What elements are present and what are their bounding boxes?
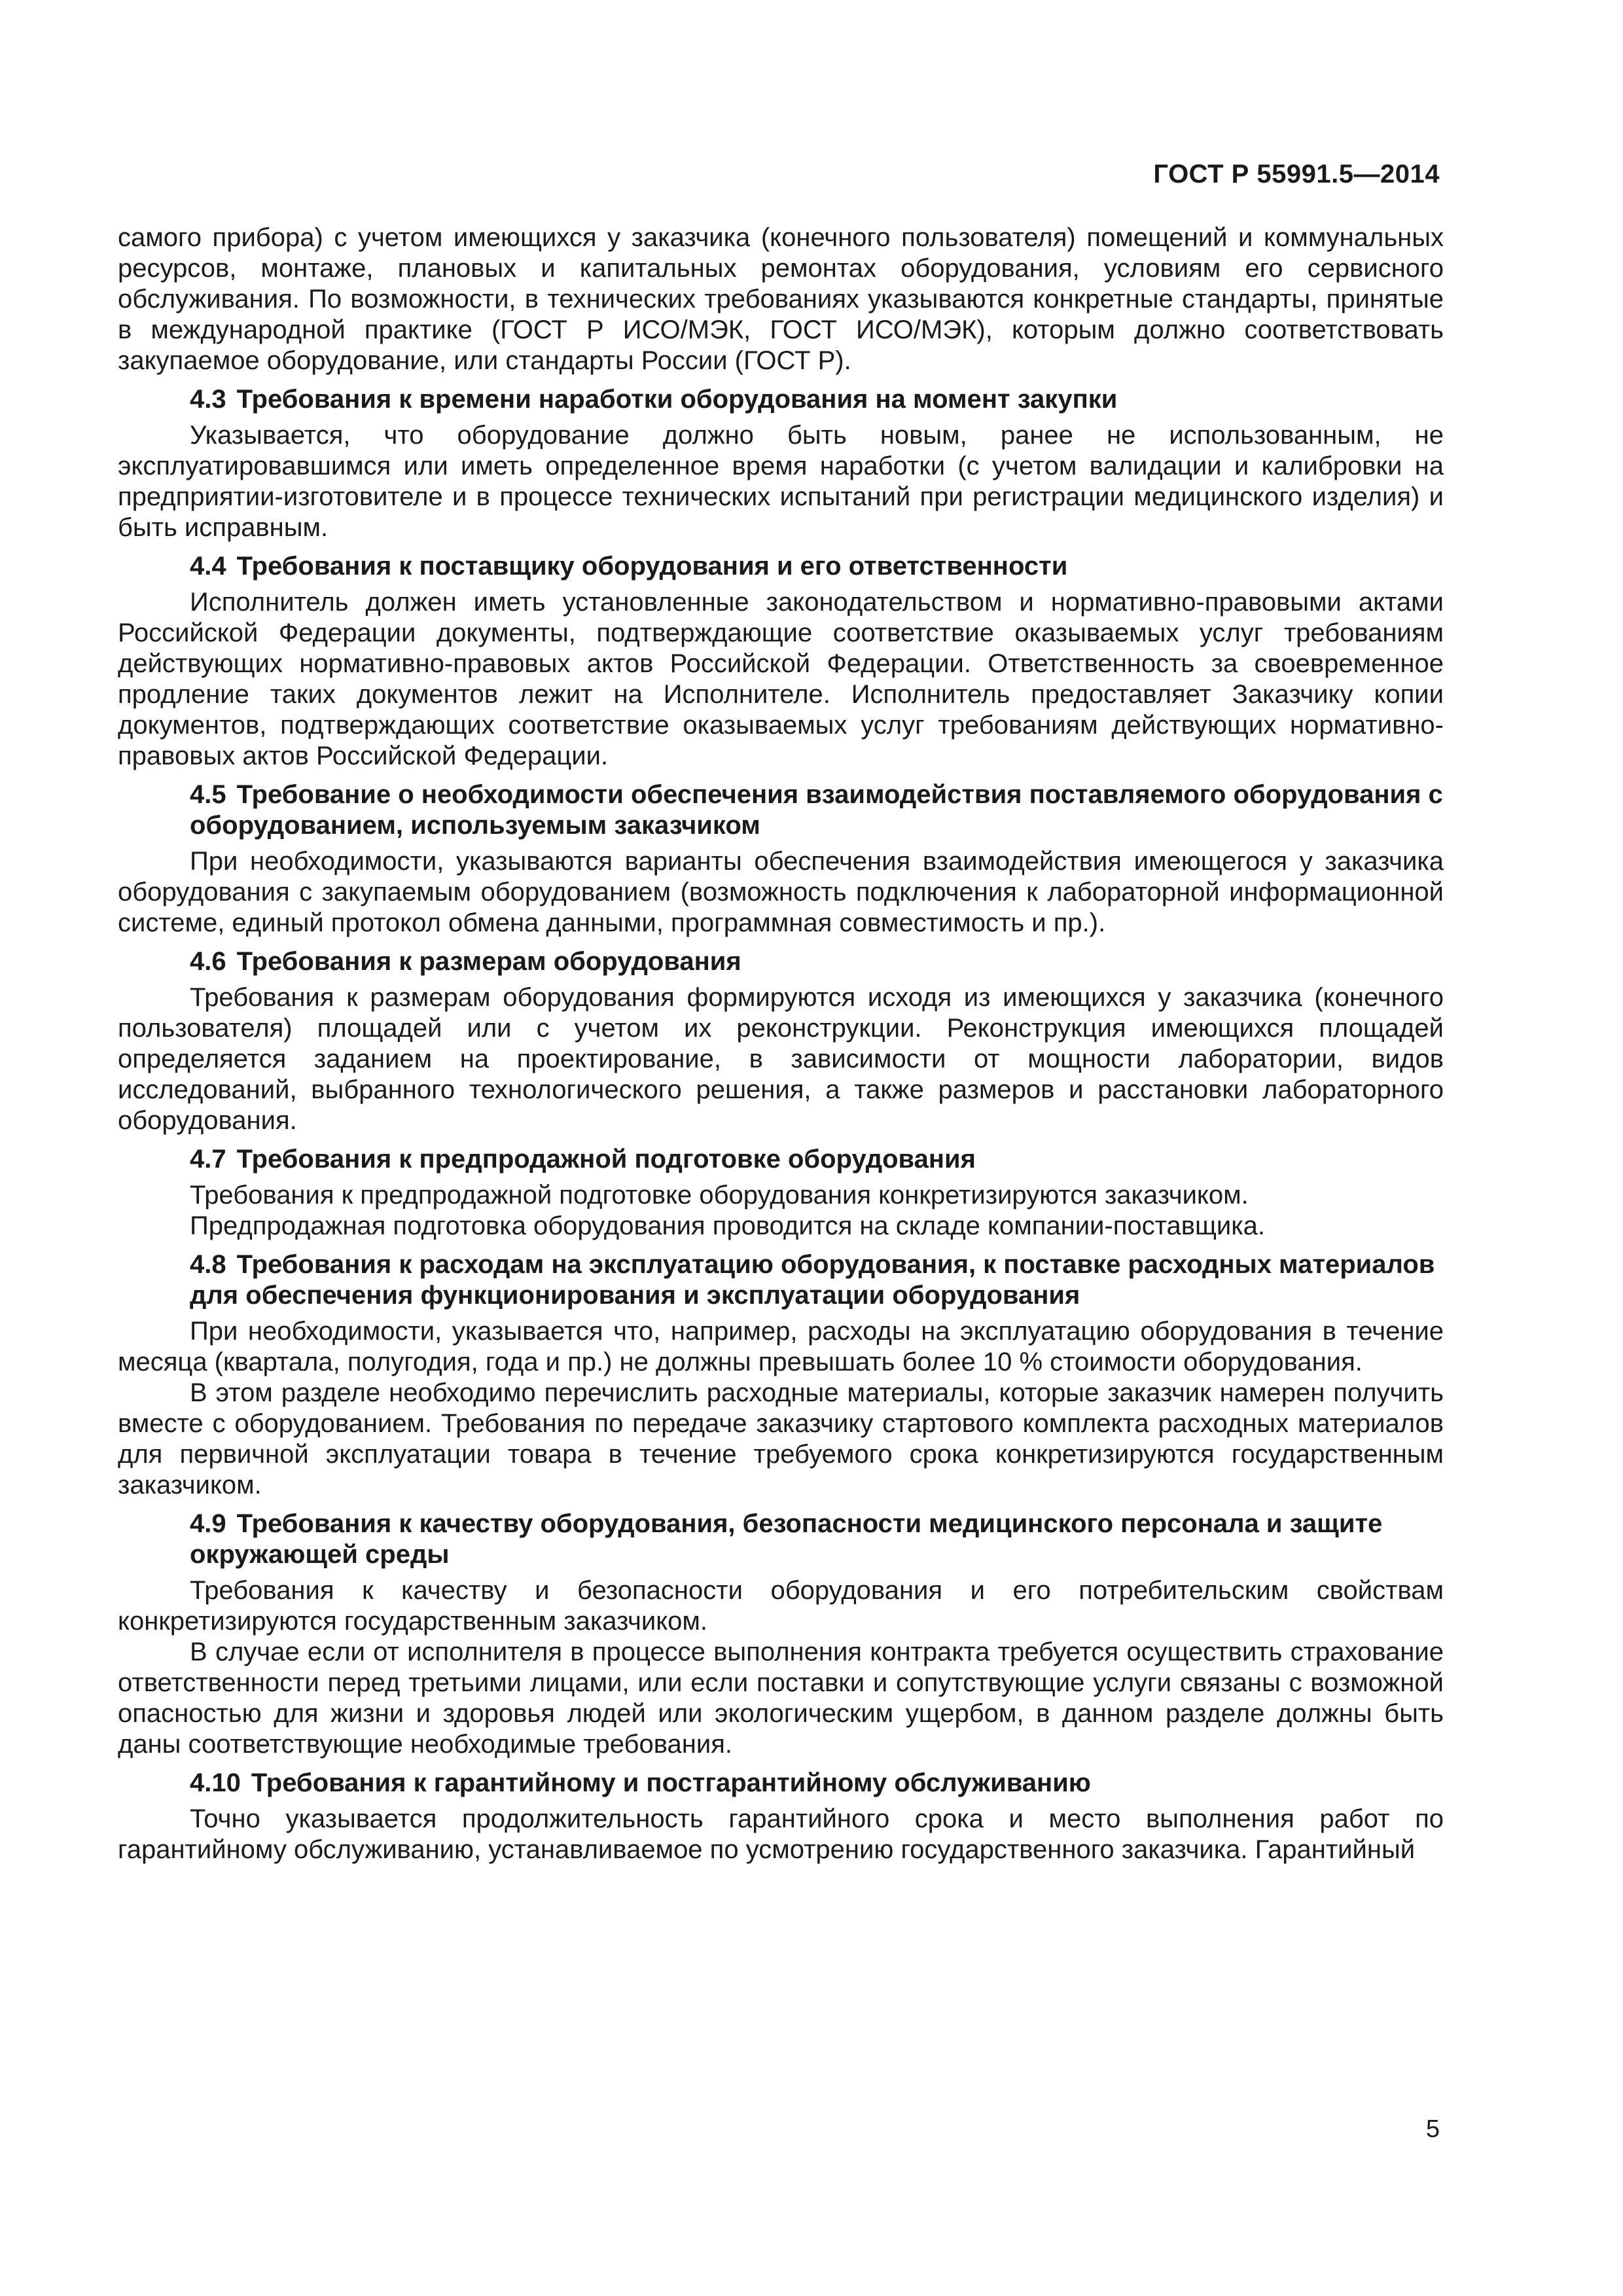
section-number: 4.8 [190,1250,226,1279]
section-paragraph: Точно указывается продолжительность гарантийного срока и место выполнения работ по гарантийному обслуживанию, устанавливаемое по усмотрению государственного заказчика. Гарантийный [118,1804,1444,1864]
section-heading-4-3 [118,384,1444,415]
section-paragraph: В этом разделе необходимо перечислить расходные материалы, которые заказчик намерен получить вместе с оборудованием. Требования по передаче заказчику стартового комплекта расходных материалов для первичной эксплуатации товара в течение требуемого срока конкретизируются государственным заказчиком. [118,1378,1444,1499]
section-number: 4.7 [190,1145,226,1174]
section-paragraph: Требования к размерам оборудования формируются исходя из имеющихся у заказчика (конечного пользователя) площадей или с учетом их реконструкции. Реконструкция имеющихся площадей определяется заданием на проектирование, в зависимости от мощности лаборатории, видов исследований, выбранного технологического решения, а также размеров и расстановки лабораторного оборудования. [118,983,1444,1135]
section-number: 4.9 [190,1509,226,1538]
section-paragraph: При необходимости, указывается что, например, расходы на эксплуатацию оборудования в течение месяца (квартала, полугодия, года и пр.) не должны превышать более 10 % стоимости оборудования. [118,1317,1444,1376]
document-body [118,223,1444,1865]
section-paragraph: Указывается, что оборудование должно быть новым, ранее не использованным, не эксплуатировавшимся или иметь определенное время наработки (с учетом валидации и калибровки на предприятии-изготовителе и в процессе технических испытаний при регистрации медицинского изделия) и быть исправным. [118,421,1444,542]
section-number: 4.3 [190,385,226,414]
section-number: 4.5 [190,780,226,809]
section-title: Требования к гарантийному и постгарантийному обслуживанию [251,1768,1091,1797]
section-heading-4-4 [118,551,1444,582]
section-title: Требования к размерам оборудования [236,947,741,976]
section-number: 4.10 [190,1768,241,1797]
section-title: Требование о необходимости обеспечения взаимодействия поставляемого оборудования с оборудованием, используемым заказчиком [190,780,1443,840]
section-paragraph: Требования к предпродажной подготовке оборудования конкретизируются заказчиком. [190,1181,1249,1210]
section-title: Требования к времени наработки оборудования на момент закупки [236,385,1118,414]
section-title: Требования к предпродажной подготовке оборудования [236,1145,976,1174]
section-paragraph: При необходимости, указываются варианты обеспечения взаимодействия имеющегося у заказчика оборудования с закупаемым оборудованием (возможность подключения к лабораторной информационной системе, единый протокол обмена данными, программная совместимость и пр.). [118,847,1444,937]
section-heading-4-9 [118,1509,1444,1570]
intro-paragraph: самого прибора) с учетом имеющихся у заказчика (конечного пользователя) помещений и коммунальных ресурсов, монтаже, плановых и капитальных ремонтах оборудования, условиям его сервисного обслуживания. По возможности, в технических требованиях указываются конкретные стандарты, принятые в международной практике (ГОСТ Р ИСО/МЭК, ГОСТ ИСО/МЭК), которым должно соответствовать закупаемое оборудование, или стандарты России (ГОСТ Р). [118,223,1444,375]
section-paragraph: В случае если от исполнителя в процессе выполнения контракта требуется осуществить страхование ответственности перед третьими лицами, или если поставки и сопутствующие услуги связаны с возможной опасностью для жизни и здоровья людей или экологическим ущербом, в данном разделе должны быть даны соответствующие необходимые требования. [118,1638,1444,1759]
section-paragraph: Предпродажная подготовка оборудования проводится на складе компании-поставщика. [190,1211,1265,1240]
document-code-header: ГОСТ Р 55991.5—2014 [1153,160,1440,188]
section-heading-4-10 [118,1768,1444,1799]
section-number: 4.4 [190,552,226,581]
section-paragraph: Требования к качеству и безопасности оборудования и его потребительским свойствам конкретизируются государственным заказчиком. [118,1576,1444,1636]
section-number: 4.6 [190,947,226,976]
section-heading-4-6 [118,946,1444,977]
page-number: 5 [1425,2115,1440,2143]
section-paragraph: Исполнитель должен иметь установленные законодательством и нормативно-правовыми актами Российской Федерации документы, подтверждающие соответствие оказываемых услуг требованиям действующих нормативно-правовых актов Российской Федерации. Ответственность за своевременное продление таких документов лежит на Исполнителе. Исполнитель предоставляет Заказчику копии документов, подтверждающих соответствие оказываемых услуг требованиям действующих нормативно-правовых актов Российской Федерации. [118,588,1444,770]
section-title: Требования к поставщику оборудования и его ответственности [236,552,1068,581]
section-heading-4-5 [118,780,1444,841]
section-title: Требования к качеству оборудования, безопасности медицинского персонала и защите окружающей среды [190,1509,1383,1569]
section-title: Требования к расходам на эксплуатацию оборудования, к поставке расходных материалов для обеспечения функционирования и эксплуатации оборудования [190,1250,1435,1310]
section-heading-4-8 [118,1249,1444,1311]
section-heading-4-7 [118,1144,1444,1175]
